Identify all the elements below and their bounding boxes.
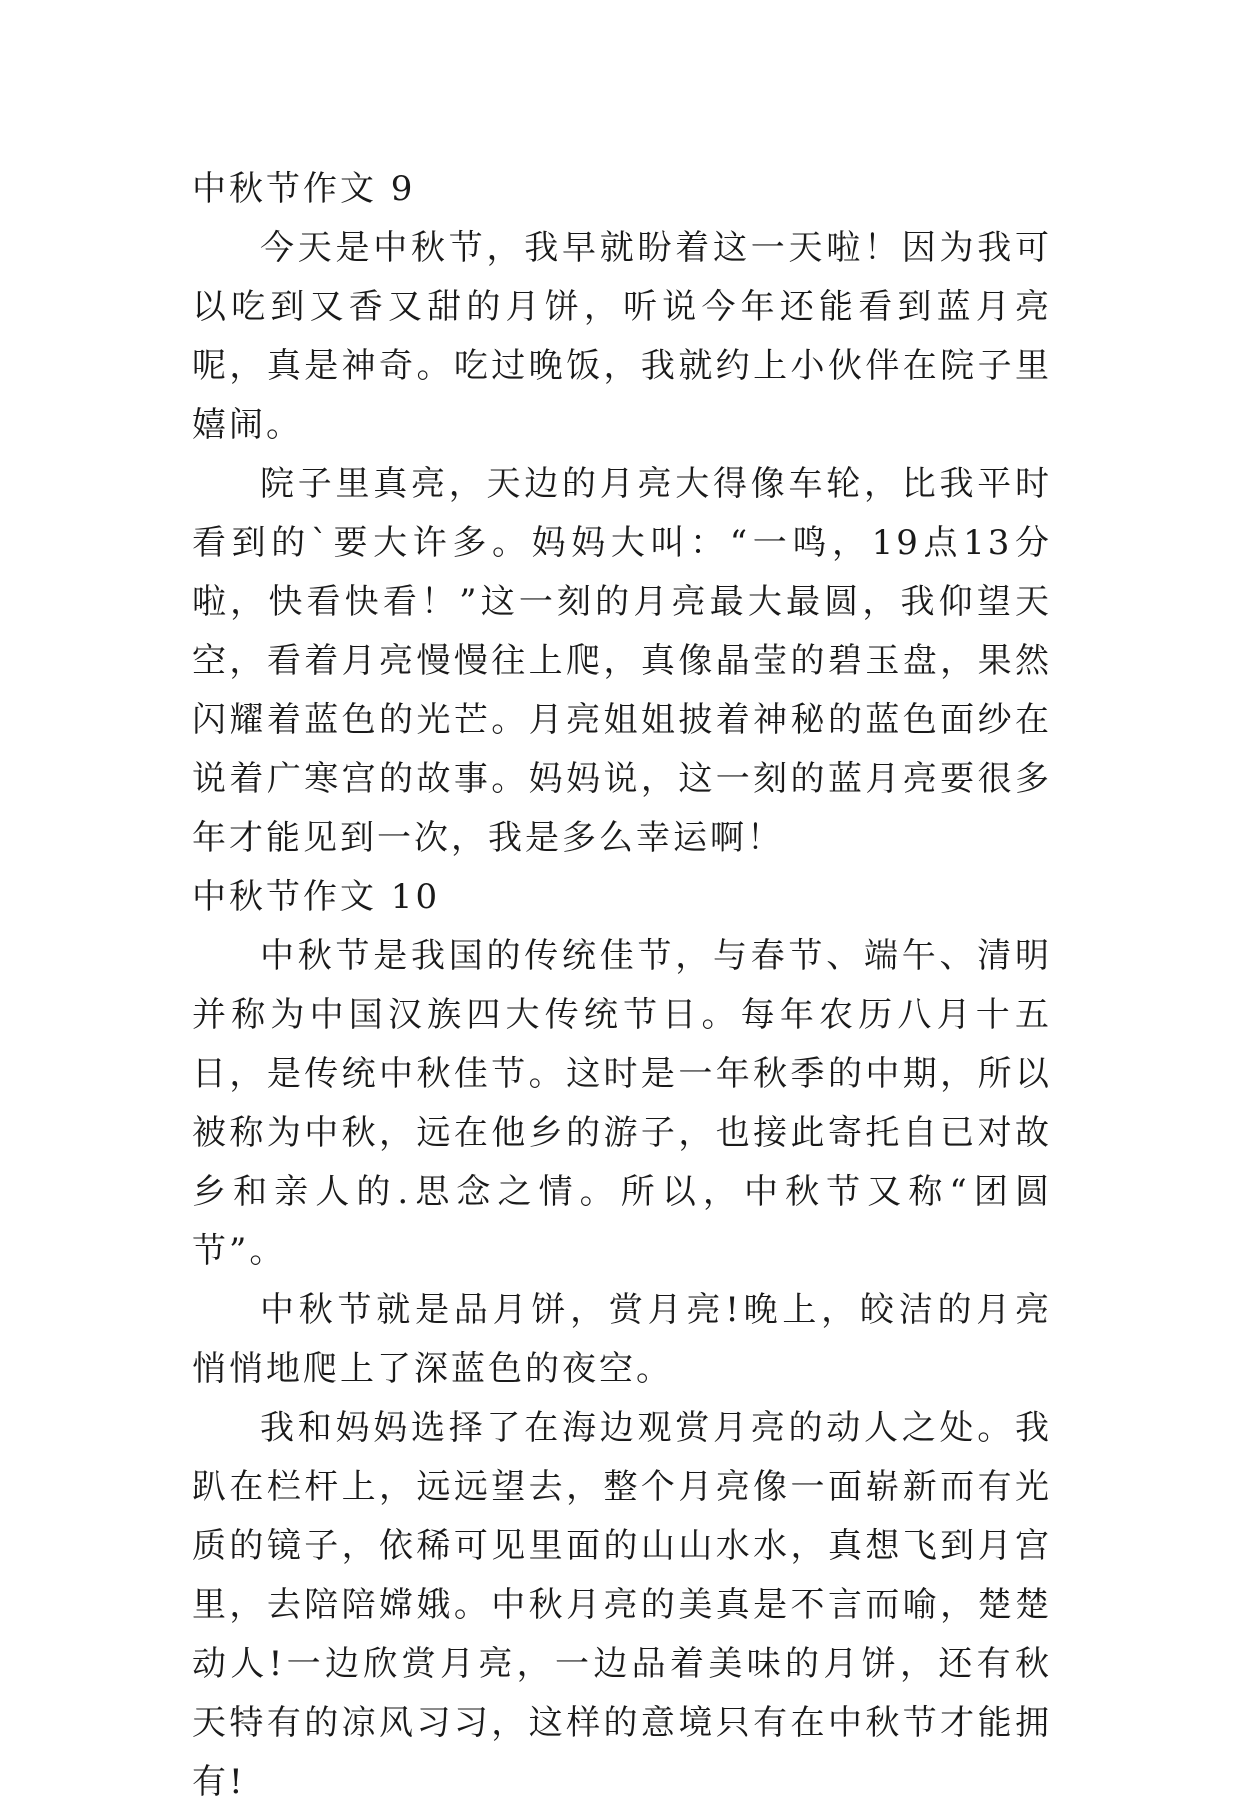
essay-title: 中秋节作文 9	[192, 169, 416, 209]
essay-paragraph: 院子里真亮，天边的月亮大得像车轮，比我平时看到的`要大许多。妈妈大叫：“一鸣，19点13分啦，快看快看！”这一刻的月亮最大最圆，我仰望天空，看着月亮慢慢往上爬，真像晶莹的碧玉盘，果然闪耀着蓝色的光芒。月亮姐姐披着神秘的蓝色面纱在说着广寒宫的故事。妈妈说，这一刻的蓝月亮要很多年才能见到一次，我是多么幸运啊！	[192, 464, 1052, 858]
essay-9	[192, 160, 1052, 868]
essay-10	[192, 868, 1052, 1812]
essay-paragraph: 我和妈妈选择了在海边观赏月亮的动人之处。我趴在栏杆上，远远望去，整个月亮像一面崭新而有光质的镜子，依稀可见里面的山山水水，真想飞到月宫里，去陪陪嫦娥。中秋月亮的美真是不言而喻，楚楚动人!一边欣赏月亮，一边品着美味的月饼，还有秋天特有的凉风习习，这样的意境只有在中秋节才能拥有!	[192, 1408, 1052, 1802]
essay-paragraph: 今天是中秋节，我早就盼着这一天啦！因为我可以吃到又香又甜的月饼，听说今年还能看到蓝月亮呢，真是神奇。吃过晚饭，我就约上小伙伴在院子里嬉闹。	[192, 228, 1052, 445]
essay-title: 中秋节作文 10	[192, 877, 441, 917]
document-body	[192, 160, 1052, 1812]
essay-paragraph: 中秋节就是品月饼，赏月亮!晚上，皎洁的月亮悄悄地爬上了深蓝色的夜空。	[192, 1290, 1052, 1389]
essay-paragraph: 中秋节是我国的传统佳节，与春节、端午、清明并称为中国汉族四大传统节日。每年农历八月十五日，是传统中秋佳节。这时是一年秋季的中期，所以被称为中秋，远在他乡的游子，也接此寄托自已对故乡和亲人的.思念之情。所以，中秋节又称“团圆节”。	[192, 936, 1052, 1271]
